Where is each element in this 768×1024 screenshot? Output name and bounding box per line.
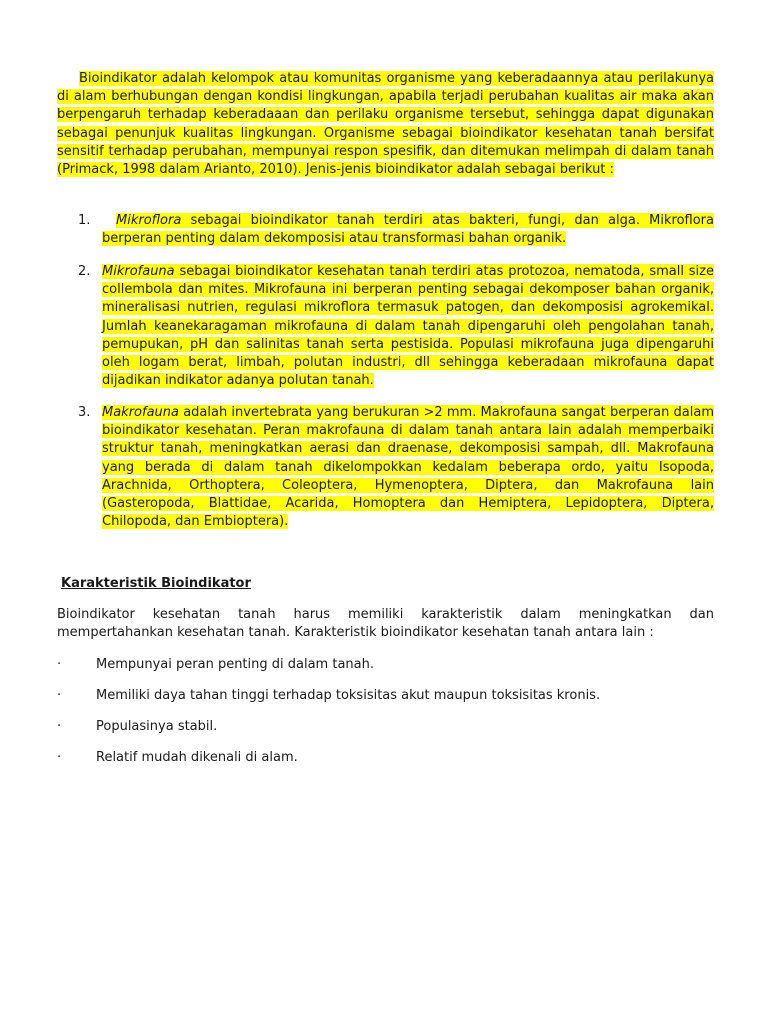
list-term: Mikrofauna — [102, 264, 175, 279]
bullet-text: Memiliki daya tahan tinggi terhadap toksisitas akut maupun toksisitas kronis. — [96, 688, 601, 703]
list-number: 3. — [78, 405, 91, 420]
bullet-symbol: · — [57, 688, 62, 703]
bullet-text: Mempunyai peran penting di dalam tanah. — [96, 657, 374, 672]
list-term: Makrofauna — [102, 405, 179, 420]
list-text: sebagai bioindikator kesehatan tanah terdiri atas protozoa, nematoda, small size collembola dan mites. Mikrofauna ini berperan penting sebagai dekomposer bahan organik, mineralisasi nutrien, regulasi mikroflora termasuk patogen, dan dekomposisi agrokemikal. Jumlah keanekaragaman mikrofauna di dalam tanah dipengaruhi oleh pengolahan tanah, pemupukan, pH dan salinitas tanah serta pestisida. Populasi mikrofauna juga dipengaruhi oleh logam berat, limbah, polutan industri, dll sehingga keberadaan mikrofauna dapat dijadikan indikator adanya polutan tanah. — [102, 264, 714, 389]
list-item-mikroflora — [78, 212, 714, 248]
bullet-text: Populasinya stabil. — [96, 719, 218, 734]
intro-paragraph — [57, 70, 714, 179]
list-item-mikrofauna — [78, 263, 714, 390]
list-item-makrofauna — [78, 404, 714, 531]
section-heading: Karakteristik Bioindikator — [61, 576, 251, 591]
characteristics-intro: Bioindikator kesehatan tanah harus memiliki karakteristik dalam meningkatkan dan mempertahankan kesehatan tanah. Karakteristik bioindikator kesehatan tanah antara lain : — [57, 607, 714, 641]
list-text: adalah invertebrata yang berukuran >2 mm. Makrofauna sangat berperan dalam bioindikator kesehatan. Peran makrofauna di dalam tanah antara lain adalah memperbaiki struktur tanah, meningkatkan aerasi dan draenase, dekomposisi sampah, dll. Makrofauna yang berada di dalam tanah dikelompokkan kedalam beberapa ordo, yaitu Isopoda, Arachnida, Orthoptera, Coleoptera, Hymenoptera, Diptera, dan Makrofauna lain (Gasteropoda, Blattidae, Acarida, Homoptera dan Hemiptera, Lepidoptera, Diptera, Chilopoda, dan Embioptera). — [102, 405, 714, 530]
list-number: 2. — [78, 264, 91, 279]
list-number: 1. — [78, 213, 91, 228]
bullet-symbol: · — [57, 750, 62, 765]
bullet-symbol: · — [57, 719, 62, 734]
bullet-symbol: · — [57, 657, 62, 672]
list-text: sebagai bioindikator tanah terdiri atas bakteri, fungi, dan alga. Mikroflora berperan penting dalam dekomposisi atau transformasi bahan organik. — [102, 213, 714, 247]
list-term: Mikroflora — [116, 213, 182, 228]
intro-text: Bioindikator adalah kelompok atau komunitas organisme yang keberadaannya atau perilakunya di alam berhubungan dengan kondisi lingkungan, apabila terjadi perubahan kualitas air maka akan berpengaruh terhadap keberadaaan dan perilaku organisme tersebut, sehingga dapat digunakan sebagai penunjuk kualitas lingkungan. Organisme sebagai bioindikator kesehatan tanah bersifat sensitif terhadap perubahan, mempunyai respon spesifik, dan ditemukan melimpah di dalam tanah (Primack, 1998 dalam Arianto, 2010). Jenis-jenis bioindikator adalah sebagai berikut : — [57, 71, 714, 178]
bullet-text: Relatif mudah dikenali di alam. — [96, 750, 298, 765]
